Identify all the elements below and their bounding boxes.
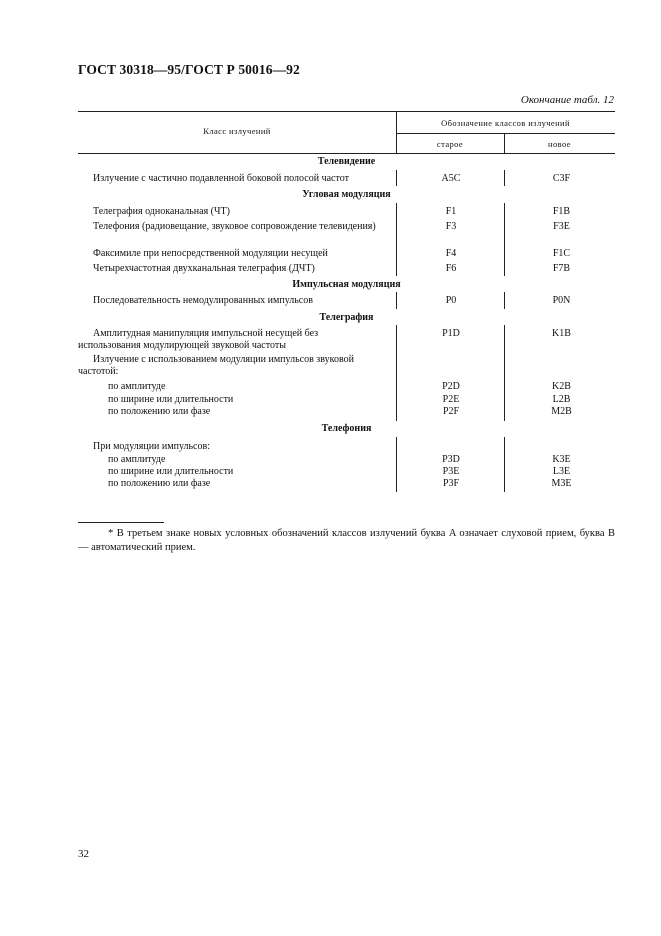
row-old-code: P3D	[442, 454, 460, 465]
row-new-code: M2B	[551, 406, 572, 417]
row-old-code: F1	[445, 206, 457, 217]
body-divider	[396, 292, 397, 309]
section-title: Телевидение	[317, 156, 376, 167]
row-old-code: P0	[445, 295, 457, 306]
table-caption: Окончание табл. 12	[520, 94, 614, 106]
row-name: Последовательность немодулированных импульсов	[93, 295, 313, 306]
row-old-code: F4	[445, 248, 457, 259]
header-bottom-rule	[78, 153, 615, 154]
footnote-text: * В третьем знаке новых условных обозначений классов излучений буква A означает слуховой прием, буква B — автоматический прием.	[78, 528, 615, 553]
header-old: старое	[436, 139, 464, 149]
row-old-code: F6	[445, 263, 457, 274]
row-name: Амплитудная манипуляция импульсной несущей без использования модулирующей звуковой частоты	[78, 328, 319, 351]
body-divider	[504, 437, 505, 492]
row-name: Телефония (радиовещание, звуковое сопровождение телевидения)	[93, 221, 376, 232]
row-name: по амплитуде	[108, 381, 166, 392]
page-number: 32	[78, 848, 89, 860]
row-new-code: F7B	[552, 263, 571, 274]
body-divider	[504, 170, 505, 186]
row-name: Телеграфия одноканальная (ЧТ)	[93, 206, 230, 217]
body-divider	[504, 292, 505, 309]
row-old-code: P2E	[442, 394, 460, 405]
body-divider	[504, 325, 505, 421]
header-mid-rule	[396, 133, 615, 134]
row-old-code: P2D	[442, 381, 460, 392]
row-new-code: F3E	[553, 221, 570, 232]
row-new-code: F1B	[552, 206, 571, 217]
row-name: по положению или фазе	[108, 478, 211, 489]
row-old-code: F3	[445, 221, 457, 232]
row-old-code: A5C	[441, 173, 461, 184]
row-new-code: K1B	[552, 328, 571, 339]
row-name: по положению или фазе	[108, 406, 211, 417]
row-new-code: K2B	[552, 381, 571, 392]
section-title: Телефония	[321, 423, 372, 434]
row-name: При модуляции импульсов:	[93, 441, 210, 452]
row-new-code: F1C	[552, 248, 571, 259]
row-new-code: L2B	[552, 394, 571, 405]
row-name: по ширине или длительности	[108, 466, 234, 477]
row-old-code: P1D	[442, 328, 460, 339]
row-name: Факсимиле при непосредственной модуляции несущей	[93, 248, 328, 259]
table-top-rule	[78, 111, 615, 112]
body-divider	[396, 170, 397, 186]
document-title: ГОСТ 30318—95/ГОСТ Р 50016—92	[78, 62, 300, 77]
section-title: Импульсная модуляция	[292, 279, 401, 290]
section-title: Угловая модуляция	[302, 189, 391, 200]
row-old-code: P3F	[442, 478, 460, 489]
header-designation: Обозначение классов излучений	[441, 118, 570, 128]
footnote	[78, 527, 615, 555]
row-name: по ширине или длительности	[108, 394, 234, 405]
row-new-code: M3E	[551, 478, 572, 489]
row-name: Излучение с частично подавленной боковой полосой частот	[93, 173, 349, 184]
row-new-code: P0N	[552, 295, 571, 306]
footnote-rule	[78, 522, 164, 523]
row-name: Излучение с использованием модуляции импульсов звуковой частотой:	[78, 354, 354, 377]
row-name: по амплитуде	[108, 454, 166, 465]
row-new-code: K3E	[552, 454, 571, 465]
header-class: Класс излучений	[203, 126, 271, 136]
row-old-code: P3E	[442, 466, 460, 477]
row-old-code: P2F	[442, 406, 460, 417]
body-divider	[504, 203, 505, 276]
header-new: новое	[548, 139, 571, 149]
row-new-code: C3F	[552, 173, 571, 184]
row-name: Четырехчастотная двухканальная телеграфия (ДЧТ)	[93, 263, 315, 274]
body-divider	[396, 203, 397, 276]
section-title: Телеграфия	[319, 312, 374, 323]
row-new-code: L3E	[552, 466, 571, 477]
